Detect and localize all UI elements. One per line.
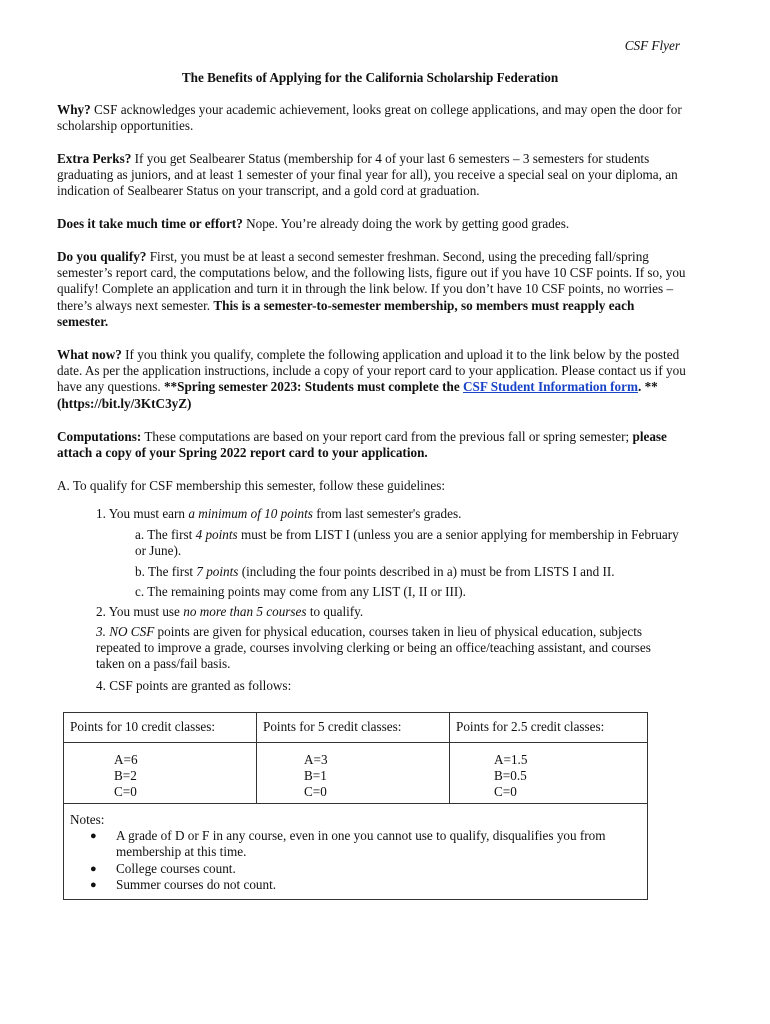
rule-1-pre: 1. You must earn xyxy=(96,506,189,521)
bullet-icon: ● xyxy=(90,862,97,875)
grade-value: B=0.5 xyxy=(494,768,527,784)
rule-1a-post: must be from LIST I (unless you are a senior applying for membership in February or June). xyxy=(135,527,679,559)
what-now-label: What now? xyxy=(57,347,122,362)
qualify-label: Do you qualify? xyxy=(57,249,147,264)
section-a-heading: A. To qualify for CSF membership this semester, follow these guidelines: xyxy=(57,478,446,493)
rule-1c: c. The remaining points may come from any LIST (I, II or III). xyxy=(135,584,466,599)
note-text: College courses count. xyxy=(116,860,236,876)
table-header-5-credit: Points for 5 credit classes: xyxy=(257,713,450,743)
table-cell-5-credit xyxy=(257,743,450,804)
table-values-row xyxy=(64,743,648,804)
rule-3-em: 3. NO CSF xyxy=(96,624,155,639)
list-item xyxy=(70,861,647,877)
rule-2-post: to qualify. xyxy=(306,604,364,619)
table-notes-row xyxy=(64,804,648,900)
rule-1a-pre: a. The first xyxy=(135,527,196,542)
note-text: A grade of D or F in any course, even in one you cannot use to qualify, disqualifies you from membership at this time. xyxy=(116,828,606,860)
effort-text: Nope. You’re already doing the work by getting good grades. xyxy=(242,216,570,231)
why-text: CSF acknowledges your academic achievement, looks great on college applications, and may open the door for scholarship opportunities. xyxy=(57,102,682,134)
rule-1b-post: (including the four points described in a) must be from LISTS I and II. xyxy=(238,564,615,579)
document-title: The Benefits of Applying for the California Scholarship Federation xyxy=(181,70,559,85)
what-now-paragraph xyxy=(57,347,687,412)
grade-value: A=6 xyxy=(114,752,138,767)
rule-2-em: no more than 5 courses xyxy=(183,604,307,619)
notes-cell xyxy=(64,804,648,900)
computations-label: Computations: xyxy=(57,429,142,444)
computations-paragraph xyxy=(57,429,687,461)
rule-2-pre: 2. You must use xyxy=(96,604,184,619)
notes-list xyxy=(70,828,647,893)
rule-1b xyxy=(135,564,680,580)
note-text: Summer courses do not count. xyxy=(116,876,277,892)
rule-2 xyxy=(96,604,681,620)
rule-1b-em: 7 points xyxy=(196,564,239,579)
rule-1b-pre: b. The first xyxy=(135,564,197,579)
csf-student-info-link[interactable]: CSF Student Information form xyxy=(462,379,638,395)
grade-value: C=0 xyxy=(304,784,327,800)
qualify-bold: This is a semester-to-semester membership, so members must reapply each semester. xyxy=(57,297,635,329)
csf-points-table xyxy=(63,712,648,900)
grade-value: C=0 xyxy=(494,784,517,800)
rule-3 xyxy=(96,624,681,673)
table-header-10-credit: Points for 10 credit classes: xyxy=(64,713,257,743)
rule-1a xyxy=(135,527,680,559)
qualify-paragraph xyxy=(57,249,687,330)
rule-1-em: a minimum of 10 points xyxy=(188,506,313,521)
table-header-2-5-credit: Points for 2.5 credit classes: xyxy=(450,713,648,743)
effort-paragraph xyxy=(57,216,687,232)
grade-value: A=1.5 xyxy=(494,752,528,767)
perks-text: If you get Sealbearer Status (membership for 4 of your last 6 semesters – 3 semesters for students graduating as juniors, and at least 1 semester of your final year for all), you receive a special seal on your diploma, an indication of Sealbearer Status on your transcript, and a gold cord at graduation. xyxy=(57,151,678,199)
qualify-text: First, you must be at least a second semester freshman. Second, using the preceding fall/spring semester’s report card, the computations below, and the following lists, figure out if you have 10 CSF points. If so, you qualify! Complete an application and turn it in through the link below. If you don’t have 10 CSF points, no worries – there’s always next semester. xyxy=(57,249,686,313)
list-item xyxy=(70,828,647,860)
perks-label: Extra Perks? xyxy=(57,151,132,166)
grade-value: B=2 xyxy=(114,768,137,784)
perks-paragraph xyxy=(57,151,687,200)
grade-value: A=3 xyxy=(304,752,328,767)
notes-label: Notes: xyxy=(70,812,105,827)
page-header: CSF Flyer xyxy=(624,38,680,53)
rule-1-post: from last semester's grades. xyxy=(312,506,462,521)
table-header-row xyxy=(64,713,648,743)
computations-bold: please attach a copy of your Spring 2022 report card to your application. xyxy=(57,429,667,461)
list-item xyxy=(70,877,647,893)
what-now-text: If you think you qualify, complete the following application and upload it to the link below by the posted date. As per the application instructions, include a copy of your report card to your application. Please contact us if you have any questions. xyxy=(57,347,686,395)
grade-value: C=0 xyxy=(114,784,137,800)
what-now-bold: **Spring semester 2023: Students must complete the xyxy=(163,379,463,395)
bullet-icon: ● xyxy=(90,830,97,843)
rule-3-post: points are given for physical education, courses taken in lieu of physical education, subjects repeated to improve a grade, courses involving clerking or being an office/teaching assistant, and courses taken on a pass/fail basis. xyxy=(96,624,651,672)
computations-text: These computations are based on your report card from the previous fall or spring semester; xyxy=(141,429,633,444)
rule-1a-em: 4 points xyxy=(195,527,238,542)
table-cell-2-5-credit xyxy=(450,743,648,804)
rule-1 xyxy=(96,506,681,522)
rule-4: 4. CSF points are granted as follows: xyxy=(96,678,292,693)
what-now-bold-tail: . ** (https://bit.ly/3KtC3yZ) xyxy=(57,379,658,411)
why-label: Why? xyxy=(57,102,91,117)
table-cell-10-credit xyxy=(64,743,257,804)
grade-value: B=1 xyxy=(304,768,327,784)
bullet-icon: ● xyxy=(90,878,97,891)
effort-label: Does it take much time or effort? xyxy=(57,216,243,231)
why-paragraph xyxy=(57,102,687,134)
